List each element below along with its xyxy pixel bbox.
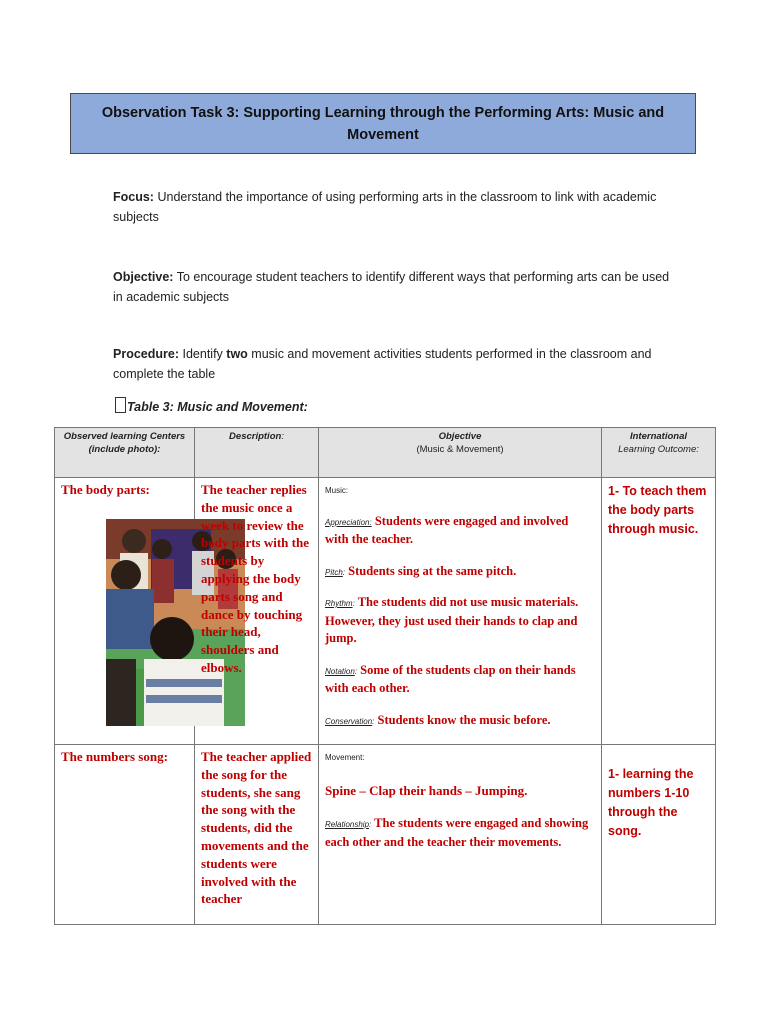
header-col1-line1: Observed learning Centers: [63, 431, 186, 442]
header-description: Description:: [195, 428, 319, 478]
procedure-text-before: Identify: [182, 347, 223, 361]
objective-item-text: The students did not use music materials. However, they just used their hands to clap and jump.: [325, 595, 579, 645]
center-cell: [55, 745, 195, 925]
objective-item-label: Relationship: [325, 820, 370, 829]
page-title: Observation Task 3: Supporting Learning through the Performing Arts: Music and Movement: [70, 93, 696, 154]
objective-lead-text: Spine – Clap their hands – Jumping.: [325, 782, 528, 798]
procedure-paragraph: [113, 345, 673, 384]
focus-label: Focus:: [113, 190, 154, 204]
header-col4-line2: Learning Outcome: [618, 444, 697, 455]
procedure-label: Procedure:: [113, 347, 179, 361]
table-caption: [115, 397, 308, 414]
objective-label: Objective:: [113, 270, 174, 284]
outcome-cell: [602, 478, 716, 745]
outcome-cell: [602, 745, 716, 925]
header-outcome: International Learning Outcome:: [602, 428, 716, 478]
objective-text: To encourage student teachers to identify different ways that performing arts can be used in academic subjects: [113, 270, 670, 304]
header-col1-line2: (include photo): [88, 444, 158, 455]
objective-item-text: Students know the music before.: [377, 712, 551, 727]
description-cell: [195, 478, 319, 745]
focus-text: Understand the importance of using performing arts in the classroom to link with academic subjects: [113, 190, 657, 224]
objective-item-text: The students were engaged and showing each other and the teacher their movements.: [325, 816, 589, 849]
observation-table: [54, 427, 716, 925]
objective-item-text: Students were engaged and involved with the teacher.: [325, 513, 569, 546]
objective-item-label: Conservation: [325, 716, 373, 726]
table-row: [55, 745, 716, 925]
header-col4-line1: International: [629, 431, 687, 442]
objective-cell: Movement: Spine – Clap their hands – Jumping. Relationship: The students were engaged and showing each other and the teacher their movements.: [319, 745, 602, 925]
focus-paragraph: [113, 188, 673, 227]
procedure-emphasis: two: [226, 347, 248, 361]
objective-item-label: Notation: [325, 666, 355, 676]
objective-item-text: Some of the students clap on their hands with each other.: [325, 662, 576, 695]
objective-section-label: Music:: [325, 486, 349, 495]
objective-item-text: Students sing at the same pitch.: [348, 563, 517, 578]
objective-item-label: Pitch: [325, 567, 343, 577]
objective-item-label: Rhythm: [325, 599, 353, 608]
header-objective: [319, 428, 602, 478]
description-text: The teacher applied the song for the students, she sang the song with the students, did the movements and the students were involved with the teacher: [201, 749, 312, 907]
table-caption-text: Table 3: Music and Movement:: [127, 400, 308, 414]
placeholder-box-icon: [115, 397, 126, 413]
description-cell: [195, 745, 319, 925]
outcome-text: 1- To teach them the body parts through music.: [608, 484, 707, 536]
classroom-photo: [106, 519, 245, 726]
table-header-row: [55, 428, 716, 478]
objective-paragraph: [113, 268, 673, 307]
header-col3-line2: (Music & Movement): [416, 444, 504, 455]
center-label: The numbers song:: [61, 749, 168, 764]
outcome-text: 1- learning the numbers 1-10 through the song.: [608, 767, 694, 838]
objective-item-label: Appreciation:: [325, 517, 372, 527]
header-col3-line1: Objective: [438, 431, 482, 442]
header-observed-centers: Observed learning Centers (include photo):: [55, 428, 195, 478]
objective-section-label: Movement:: [325, 753, 365, 762]
description-text: The teacher replies the music once a week to review the body parts with the students by applying the body parts song and dance by touching their head, shoulders and elbows.: [201, 482, 309, 675]
center-label: The body parts:: [61, 482, 150, 497]
objective-cell: Music: Appreciation: Students were engaged and involved with the teacher. Pitch: Students sing at the same pitch. Rhythm: The students did not use music materials. However, they just used their hands to clap and jump. Notation: Some of the students clap on their hands with each other. Conservation: Students know the music before.: [319, 478, 602, 745]
header-col2: Description: [229, 431, 282, 442]
table-row: [55, 478, 716, 745]
procedure-text-after: music and movement activities students performed in the classroom and complete the table: [113, 347, 652, 381]
